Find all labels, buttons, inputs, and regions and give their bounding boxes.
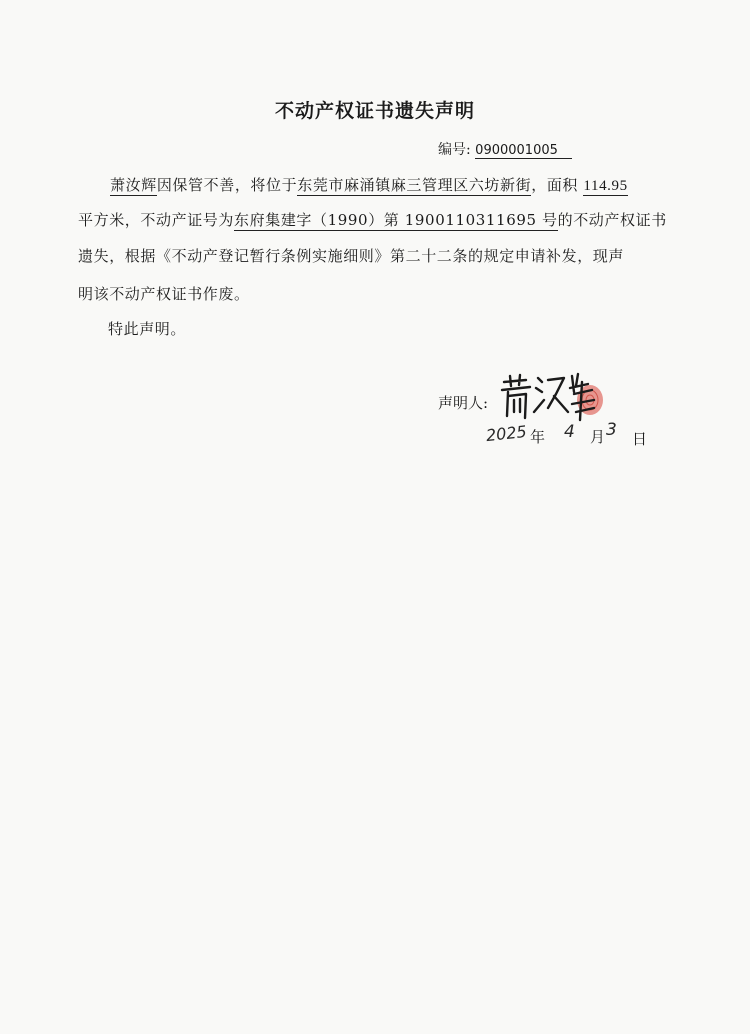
body-line-1	[110, 174, 628, 195]
owner-name: 萧汝辉	[110, 176, 157, 194]
body-text-1: 因保管不善，将位于	[156, 176, 298, 194]
property-area: 114.95	[583, 178, 628, 194]
body-line-4: 明该不动产权证书作废。	[78, 285, 250, 303]
serial-label: 编号:	[438, 142, 471, 158]
closing-statement: 特此声明。	[108, 320, 187, 338]
serial-number	[438, 139, 572, 159]
body-text-2: ，面积	[531, 176, 579, 194]
date-month: 4	[564, 422, 575, 442]
body-line-3: 遗失，根据《不动产登记暂行条例实施细则》第二十二条的规定申请补发，现声	[78, 247, 625, 265]
body-text-4: 的不动产权证书	[557, 211, 667, 229]
date-day-char: 日	[632, 430, 648, 448]
declarer-label: 声明人:	[438, 394, 489, 412]
document-title: 不动产权证书遗失声明	[274, 100, 475, 122]
body-text-3: 平方米，不动产证号为	[78, 211, 235, 229]
date-month-char: 月	[590, 428, 606, 446]
body-line-2	[78, 209, 667, 230]
property-address: 东莞市麻涌镇麻三管理区六坊新街	[297, 176, 532, 194]
handwritten-signature	[496, 372, 616, 424]
certificate-number: 东府集建字（1990）第 1900110311695 号	[234, 211, 558, 229]
date-day: 3	[606, 420, 617, 440]
date-year: 2025	[485, 421, 528, 446]
date-year-char: 年	[530, 428, 546, 446]
serial-value: 0900001005	[475, 143, 572, 159]
signing-date	[486, 420, 656, 454]
